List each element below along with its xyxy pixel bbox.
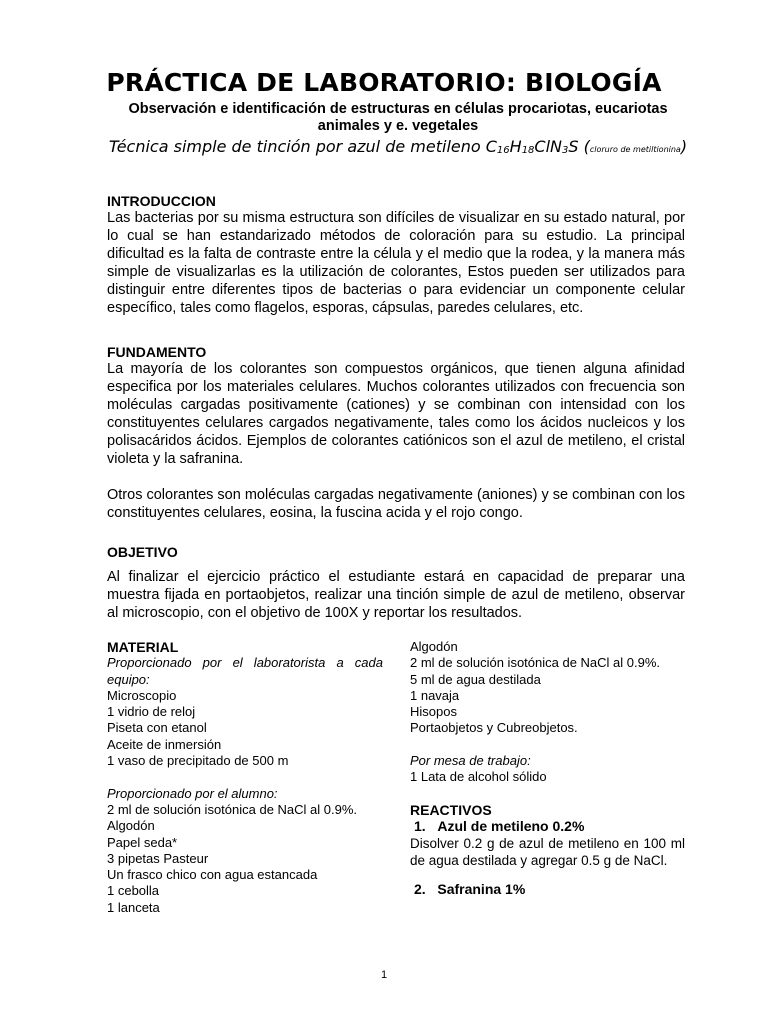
list-item: Hisopos xyxy=(410,704,457,720)
student-provided-label: Proporcionado por el alumno: xyxy=(107,785,278,801)
fundamento-heading: FUNDAMENTO xyxy=(107,344,207,360)
formula-part: S ( xyxy=(568,137,590,156)
list-item: 3 pipetas Pasteur xyxy=(107,850,209,866)
reactivo-number: 2. xyxy=(414,880,426,897)
list-item: 2 ml de solución isotónica de NaCl al 0.9%. xyxy=(410,655,661,671)
list-item: 1 vaso de precipitado de 500 m xyxy=(107,753,289,769)
formula-subscript: 16 xyxy=(496,145,510,156)
document-subtitle: Observación e identificación de estructuras en células procariotas, eucariotas animales y e. vegetales xyxy=(128,101,668,134)
intro-heading: INTRODUCCION xyxy=(107,193,216,209)
list-item: 2 ml de solución isotónica de NaCl al 0.9%. xyxy=(107,801,358,817)
list-item: Portaobjetos y Cubreobjetos. xyxy=(410,720,578,736)
list-item: Algodón xyxy=(107,818,155,834)
document-title: PRÁCTICA DE LABORATORIO: BIOLOGÍA xyxy=(106,68,662,97)
lab-provided-label: Proporcionado por el laboratorista a cada equipo: xyxy=(107,655,383,687)
objetivo-heading: OBJETIVO xyxy=(107,544,178,560)
list-item: 1 cebolla xyxy=(107,883,160,899)
reactivo-description: Disolver 0.2 g de azul de metileno en 100 ml de agua destilada y agregar 0.5 g de NaCl. xyxy=(410,835,685,868)
list-item: Un frasco chico con agua estancada xyxy=(107,867,318,883)
material-left-column xyxy=(107,639,383,916)
reactivo-number: 1. xyxy=(414,818,426,835)
material-heading: MATERIAL xyxy=(107,639,179,655)
list-item: Aceite de inmersión xyxy=(107,736,222,752)
formula-note: cloruro de metiltionina xyxy=(589,145,681,154)
list-item: 5 ml de agua destilada xyxy=(410,671,541,687)
mesa-label: Por mesa de trabajo: xyxy=(410,753,531,769)
list-item: Papel seda* xyxy=(107,834,178,850)
list-item: 1 lanceta xyxy=(107,899,160,915)
technique-text: Técnica simple de tinción por azul de metileno C xyxy=(108,137,497,156)
formula-part: H xyxy=(509,137,522,156)
objetivo-text: Al finalizar el ejercicio práctico el estudiante estará en capacidad de preparar una muestra fijada en portaobjetos, realizar una tinción simple de azul de metileno, observar al microscopio, con el objetivo de 100X y reportar los resultados. xyxy=(107,569,685,621)
list-item: Microscopio xyxy=(107,687,177,703)
list-item: Piseta con etanol xyxy=(107,720,207,736)
formula-subscript: 3 xyxy=(562,145,569,156)
page-number: 1 xyxy=(380,969,388,981)
list-item: 1 navaja xyxy=(410,687,460,703)
formula-close: ) xyxy=(680,137,688,156)
intro-text: Las bacterias por su misma estructura son difíciles de visualizar en su estado natural, por lo cual se han estandarizado métodos de coloración para su estudio. La principal dificultad es la falta de contraste entre la célula y el medio que la rodea, y la manera más simple de visualizarlas es la utilización de colorantes, Estos pueden ser utilizados para distinguir entre diferentes tipos de bacterias o para evidenciar un componente celular específico, tales como flagelos, esporas, cápsulas, paredes celulares, etc. xyxy=(107,210,685,316)
formula-part: ClN xyxy=(534,137,563,156)
reactivos-heading: REACTIVOS xyxy=(410,801,492,818)
reactivo-item-1 xyxy=(410,818,685,834)
reactivo-name: Azul de metileno 0.2% xyxy=(437,818,585,835)
fundamento-paragraph-1: La mayoría de los colorantes son compuestos orgánicos, que tienen alguna afinidad especifica por los materiales celulares. Muchos colorantes utilizados con frecuencia son moléculas cargadas positivamente (cationes) y se combinan con intensidad con los constituyentes celulares cargados negativamente, tales como los ácidos nucleicos y los polisacáridos ácidos. Ejemplos de colorantes catiónicos son el azul de metileno, el cristal violeta y la safranina. xyxy=(107,361,685,467)
fundamento-paragraph-2: Otros colorantes son moléculas cargadas negativamente (aniones) y se combinan con los constituyentes celulares, eosina, la fuscina acida y el rojo congo. xyxy=(107,487,685,521)
technique-line xyxy=(108,136,688,162)
reactivo-item-2 xyxy=(410,881,685,897)
list-item: 1 Lata de alcohol sólido xyxy=(410,769,547,785)
material-right-column xyxy=(410,639,685,897)
formula-subscript: 18 xyxy=(521,145,535,156)
list-item: 1 vidrio de reloj xyxy=(107,704,196,720)
reactivo-name: Safranina 1% xyxy=(437,880,526,897)
list-item: Algodón xyxy=(410,639,458,654)
